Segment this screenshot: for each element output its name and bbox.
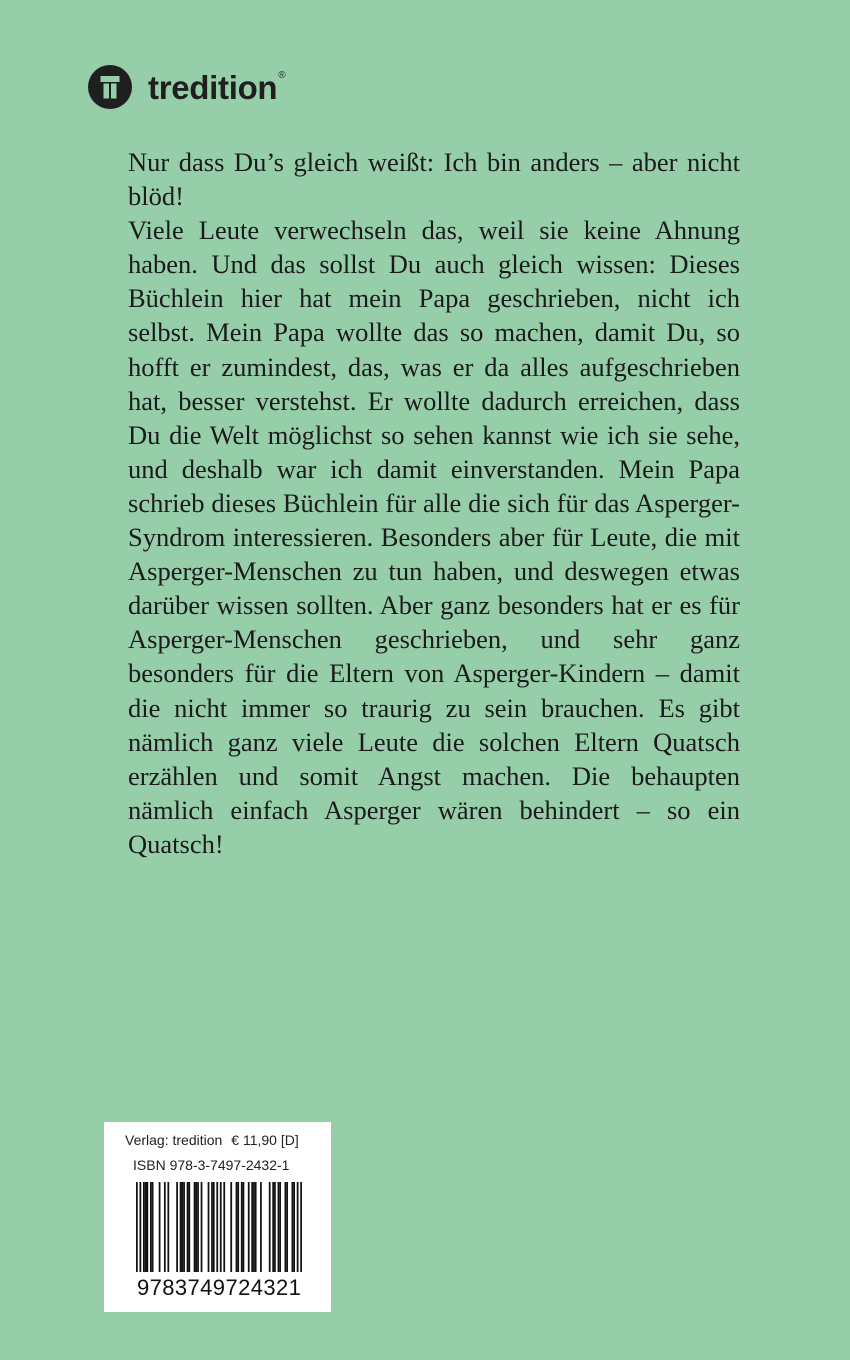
barcode-bar xyxy=(220,1182,222,1272)
barcode-bar xyxy=(279,1182,281,1272)
barcode-bar xyxy=(167,1182,169,1272)
barcode-bar xyxy=(237,1182,239,1272)
publisher-price-line xyxy=(125,1132,299,1148)
barcode-bar xyxy=(164,1182,166,1272)
barcode-bar xyxy=(197,1182,199,1272)
barcode-bar xyxy=(187,1182,189,1272)
publisher-label: Verlag: tredition xyxy=(125,1132,223,1148)
back-cover-blurb xyxy=(128,145,740,861)
barcode-bar xyxy=(260,1182,262,1272)
barcode-bar xyxy=(188,1182,190,1272)
barcode-bar xyxy=(255,1182,257,1272)
barcode-bar xyxy=(146,1182,148,1272)
blurb-paragraph-1: Nur dass Du’s gleich weißt: Ich bin anders – aber nicht blöd! xyxy=(128,147,740,212)
barcode-bar xyxy=(180,1182,182,1272)
barcode-bar xyxy=(183,1182,185,1272)
barcode-bar xyxy=(292,1182,294,1272)
barcode-bar xyxy=(201,1182,203,1272)
barcode-bar xyxy=(274,1182,276,1272)
barcode-bar xyxy=(253,1182,255,1272)
barcode-bar xyxy=(300,1182,302,1272)
barcode-bar xyxy=(293,1182,295,1272)
barcode-bar xyxy=(223,1182,225,1272)
barcode-bar xyxy=(150,1182,152,1272)
barcode-graphic xyxy=(136,1182,302,1272)
barcode-bar xyxy=(145,1182,147,1272)
publisher-logo xyxy=(88,64,286,110)
barcode-bar xyxy=(195,1182,197,1272)
barcode-bar xyxy=(236,1182,238,1272)
barcode-bar xyxy=(285,1182,287,1272)
tredition-logo-icon xyxy=(88,65,132,109)
barcode-bar xyxy=(297,1182,299,1272)
barcode-bar xyxy=(241,1182,243,1272)
barcode-bar xyxy=(251,1182,253,1272)
barcode-bar xyxy=(216,1182,218,1272)
barcode-bar xyxy=(213,1182,215,1272)
barcode-bar xyxy=(181,1182,183,1272)
barcode-bar xyxy=(139,1182,141,1272)
registered-mark: ® xyxy=(278,69,286,81)
barcode-bar xyxy=(278,1182,280,1272)
isbn-label: ISBN 978-3-7497-2432-1 xyxy=(133,1157,290,1173)
barcode-bar xyxy=(243,1182,245,1272)
barcode-bar xyxy=(211,1182,213,1272)
barcode-bar xyxy=(136,1182,138,1272)
barcode-box xyxy=(104,1122,331,1312)
ean-number: 9783749724321 xyxy=(137,1275,302,1300)
barcode-bar xyxy=(208,1182,210,1272)
barcode-bar xyxy=(159,1182,161,1272)
barcode-bar xyxy=(143,1182,145,1272)
barcode-bar xyxy=(286,1182,288,1272)
publisher-name: tredition xyxy=(148,68,278,106)
barcode-bar xyxy=(152,1182,154,1272)
barcode-bar xyxy=(248,1182,250,1272)
blurb-paragraph-2: Viele Leute verwechseln das, weil sie keine Ahnung haben. Und das sollst Du auch gleich wissen: Dieses Büchlein hier hat mein Papa geschrieben, nicht ich selbst. Mein Papa wollte das so machen, damit Du, so hofft er zumindest, das, was er da alles aufgeschrieben hat, besser verstehst. Er wollte dadurch erreichen, dass Du die Welt möglichst so sehen kannst wie ich sie sehe, und deshalb war ich damit einverstanden. Mein Papa schrieb dieses Büchlein für alle die sich für das Asperger-Syndrom interessieren. Besonders aber für Leute, die mit Asperger-Menschen zu tun haben, und deswegen etwas darüber wissen sollten. Aber ganz besonders hat er es für Asperger-Menschen geschrieben, und sehr ganz besonders für die Eltern von Asperger-Kindern – damit die nicht immer so traurig zu sein brauchen. Es gibt nämlich ganz viele Leute die solchen Eltern Quatsch erzählen und somit Angst machen. Die behaupten nämlich einfach Asperger wären behindert – so ein Quatsch! xyxy=(128,215,740,859)
barcode-bar xyxy=(176,1182,178,1272)
barcode-bar xyxy=(194,1182,196,1272)
barcode-bar xyxy=(230,1182,232,1272)
barcode-bar xyxy=(272,1182,274,1272)
barcode-bar xyxy=(269,1182,271,1272)
price-label: € 11,90 [D] xyxy=(231,1132,299,1148)
